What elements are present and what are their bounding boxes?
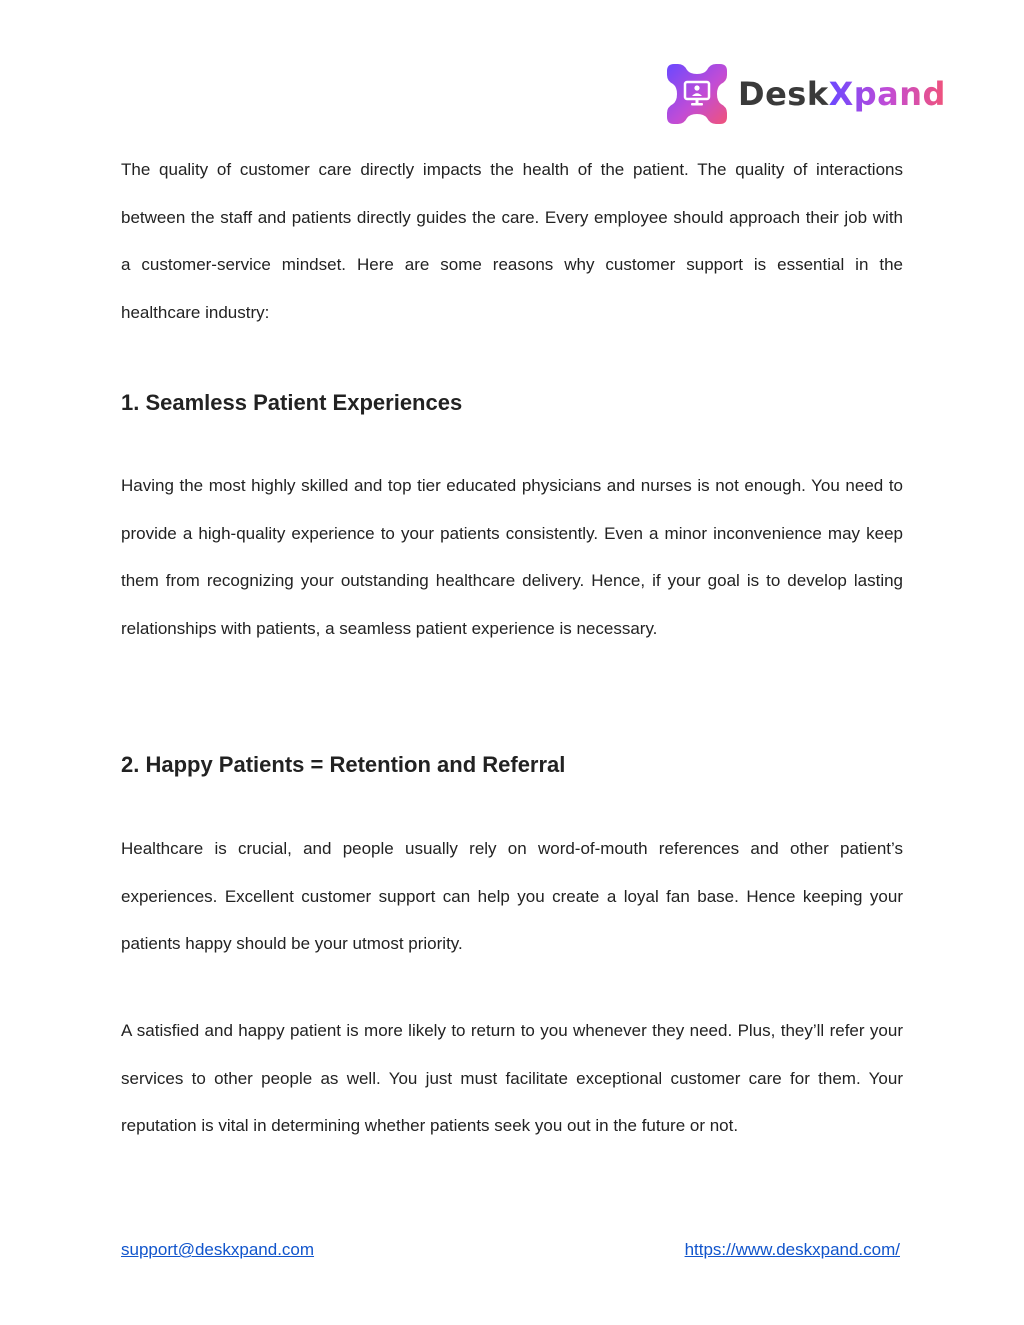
logo-wordmark <box>738 75 946 113</box>
deskxpand-monitor-logo-icon <box>664 61 730 127</box>
section-paragraph: A satisfied and happy patient is more likely to return to you whenever they need. Plus, they’ll refer your services to other people as well. You just must facilitate exceptional customer care for them. Your reputation is vital in determining whether patients seek you out in the future or not. <box>121 1021 903 1136</box>
support-email-link[interactable]: support@deskxpand.com <box>121 1240 315 1259</box>
section-heading-retention-referral: 2. Happy Patients = Retention and Referral <box>121 752 566 777</box>
intro-paragraph: The quality of customer care directly impacts the health of the patient. The quality of interactions between the staff and patients directly guides the care. Every employee should approach their job with a customer-service mindset. Here are some reasons why customer support is essential in the healthcare industry: <box>121 160 903 323</box>
section-paragraph: Having the most highly skilled and top tier educated physicians and nurses is not enough. You need to provide a high-quality experience to your patients consistently. Even a minor inconvenience may keep them from recognizing your outstanding healthcare delivery. Hence, if your goal is to develop lasting relationships with patients, a seamless patient experience is necessary. <box>121 476 903 639</box>
deskxpand-logo <box>664 60 946 128</box>
website-link[interactable]: https://www.deskxpand.com/ <box>684 1240 900 1259</box>
logo-text-xpand: Xpand <box>828 75 946 113</box>
section-heading-seamless-experiences: 1. Seamless Patient Experiences <box>121 390 463 415</box>
logo-text-desk: Desk <box>738 75 829 113</box>
section-paragraph: Healthcare is crucial, and people usually rely on word-of-mouth references and other patient’s experiences. Excellent customer support can help you create a loyal fan base. Hence keeping your patients happy should be your utmost priority. <box>121 839 903 954</box>
